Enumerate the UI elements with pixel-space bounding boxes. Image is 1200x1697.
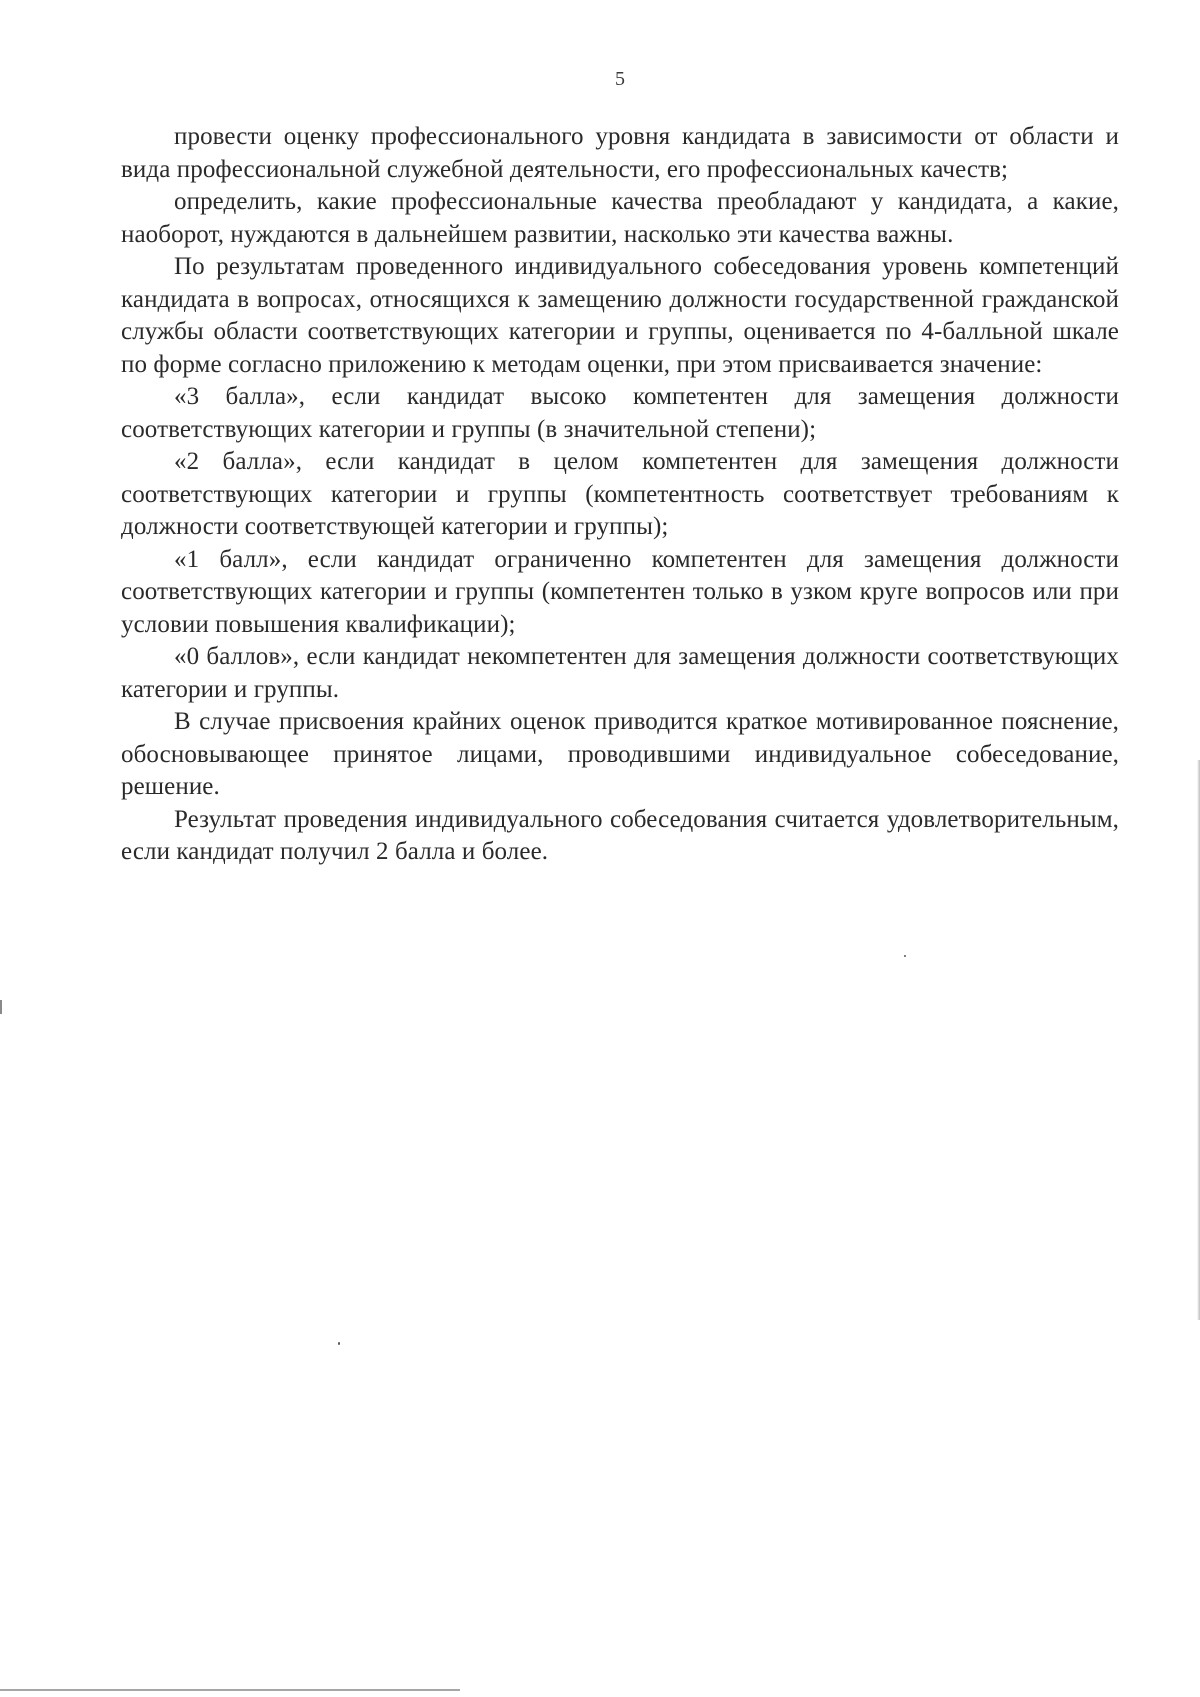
- paragraph-score-2: «2 балла», если кандидат в целом компетентен для замещения должности соответствующих категории и группы (компетентность соответствует требованиям к должности соответствующей категории и группы);: [121, 448, 1119, 540]
- scan-speck: [904, 955, 906, 957]
- paragraph-score-3: «3 балла», если кандидат высоко компетентен для замещения должности соответствующих категории и группы (в значительной степени);: [121, 383, 1119, 443]
- scan-bottom-line: [0, 1689, 460, 1691]
- paragraph-extreme-scores: В случае присвоения крайних оценок приводится краткое мотивированное пояснение, обосновывающее принятое лицами, проводившими индивидуальное собеседование, решение.: [121, 708, 1119, 800]
- scan-edge-mark: [0, 1000, 2, 1014]
- paragraph-assess-professional-level: провести оценку профессионального уровня кандидата в зависимости от области и вида профессиональной служебной деятельности, его профессиональных качеств;: [121, 123, 1119, 183]
- page-number: 5: [615, 68, 625, 90]
- paragraph-score-0: «0 баллов», если кандидат некомпетентен для замещения должности соответствующих категории и группы.: [121, 643, 1119, 703]
- paragraph-result: Результат проведения индивидуального собеседования считается удовлетворительным, если кандидат получил 2 балла и более.: [121, 805, 1119, 865]
- scan-speck: [338, 1342, 340, 1345]
- paragraph-scoring-intro: По результатам проведенного индивидуального собеседования уровень компетенций кандидата в вопросах, относящихся к замещению должности государственной гражданской службы области соответствующих категории и группы, оценивается по 4-балльной шкале по форме согласно приложению к методам оценки, при этом присваивается значение:: [121, 253, 1119, 378]
- paragraph-determine-qualities: определить, какие профессиональные качества преобладают у кандидата, а какие, наоборот, нуждаются в дальнейшем развитии, насколько эти качества важны.: [121, 188, 1119, 248]
- document-body: [121, 121, 1119, 869]
- paragraph-score-1: «1 балл», если кандидат ограниченно компетентен для замещения должности соответствующих категории и группы (компетентен только в узком круге вопросов или при условии повышения квалификации);: [121, 545, 1119, 638]
